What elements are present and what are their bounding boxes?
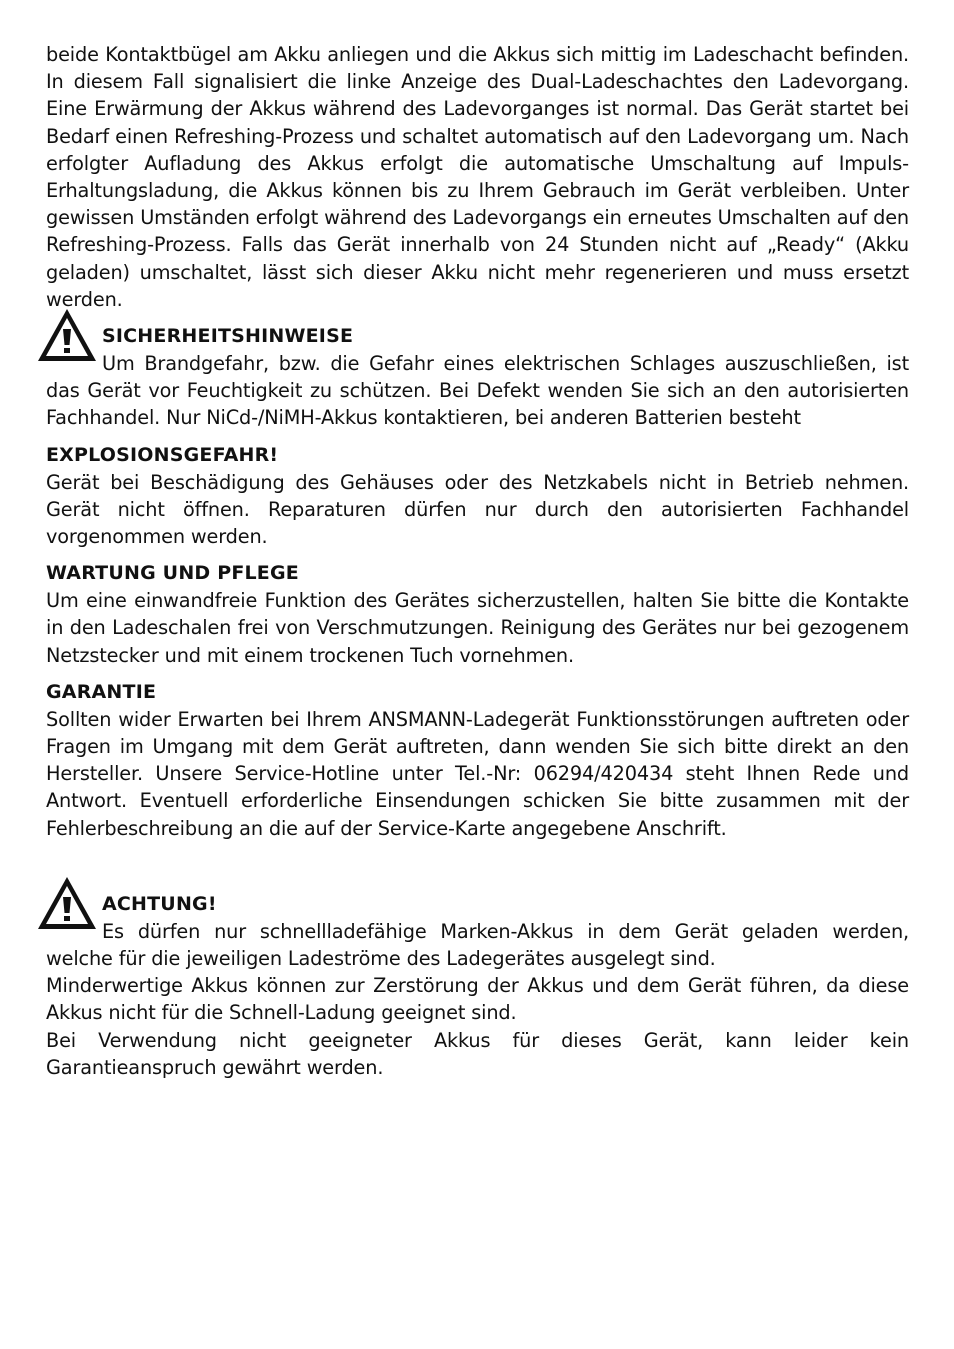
warning-triangle-icon: [36, 875, 98, 931]
explosion-heading: EXPLOSIONSGEFAHR!: [46, 443, 279, 466]
intro-paragraph: beide Kontaktbügel am Akku anliegen und die Akkus sich mittig im Ladeschacht befinden. In diesem Fall signalisiert die linke Anzeige des Dual-Ladeschachtes den Ladevorgang. Eine Erwärmung der Akkus während des Ladevorganges ist normal. Das Gerät startet bei Bedarf einen Refreshing-Prozess und schaltet automatisch auf den Ladevorgang um. Nach erfolgter Aufladung des Akkus erfolgt die automatische Umschaltung auf Impuls-Erhaltungsladung, die Akkus können bis zu Ihrem Gebrauch im Gerät verbleiben. Unter gewissen Umständen erfolgt während des Ladevorgangs ein erneutes Umschalten auf den Refreshing-Prozess. Falls das Gerät innerhalb von 24 Stunden nicht auf „Ready“ (Akku geladen) umschaltet, lässt sich dieser Akku nicht mehr regenerieren und muss ersetzt werden.: [46, 43, 909, 311]
explosion-section: [46, 442, 909, 551]
warranty-heading: GARANTIE: [46, 680, 157, 703]
warranty-paragraph: Sollten wider Erwarten bei Ihrem ANSMANN-Ladegerät Funktionsstörungen auftreten oder Fragen im Umgang mit dem Gerät auftreten, dann wenden Sie sich bitte direkt an den Hersteller. Unsere Service-Hotline unter Tel.-Nr: 06294/420434 steht Ihnen Rede und Antwort. Eventuell erforderliche Einsendungen schicken Sie bitte zusammen mit der Fehlerbeschreibung an die auf der Service-Karte angegebene Anschrift.: [46, 707, 909, 840]
attention-paragraph-3: Bei Verwendung nicht geeigneter Akkus für dieses Gerät, kann leider kein Garantieanspruch gewährt werden.: [46, 1028, 909, 1079]
attention-paragraph-2: Minderwertige Akkus können zur Zerstörung der Akkus und dem Gerät führen, da diese Akkus nicht für die Schnell-Ladung geeignet sind.: [46, 974, 909, 1025]
safety-heading: SICHERHEITSHINWEISE: [102, 325, 354, 348]
warranty-section: [46, 679, 909, 842]
safety-paragraph: Um Brandgefahr, bzw. die Gefahr eines elektrischen Schlages auszuschließen, ist das Gerät vor Feuchtigkeit zu schützen. Bei Defekt wenden Sie sich an den autorisierten Fachhandel. Nur NiCd-/NiMH-Akkus kontaktieren, bei anderen Batterien besteht: [46, 352, 909, 430]
document-page: [46, 41, 909, 1081]
maintenance-paragraph: Um eine einwandfreie Funktion des Gerätes sicherzustellen, halten Sie bitte die Kontakte in den Ladeschalen frei von Verschmutzungen. Reinigung des Gerätes nur bei gezogenem Netzstecker und mit einem trockenen Tuch vornehmen.: [46, 589, 909, 667]
warning-triangle-icon: [36, 307, 98, 363]
maintenance-heading: WARTUNG UND PFLEGE: [46, 562, 299, 585]
maintenance-section: [46, 560, 909, 669]
attention-heading: ACHTUNG!: [102, 892, 217, 915]
attention-section: [46, 891, 909, 1081]
attention-paragraph-1: Es dürfen nur schnellladefähige Marken-Akkus in dem Gerät geladen werden, welche für die jeweiligen Ladeströme des Ladegerätes ausgelegt sind.: [46, 919, 909, 971]
safety-section: [46, 323, 909, 432]
explosion-paragraph: Gerät bei Beschädigung des Gehäuses oder des Netzkabels nicht in Betrieb nehmen. Gerät nicht öffnen. Reparaturen dürfen nur durch den autorisierten Fachhandel vorgenommen werden.: [46, 470, 909, 549]
